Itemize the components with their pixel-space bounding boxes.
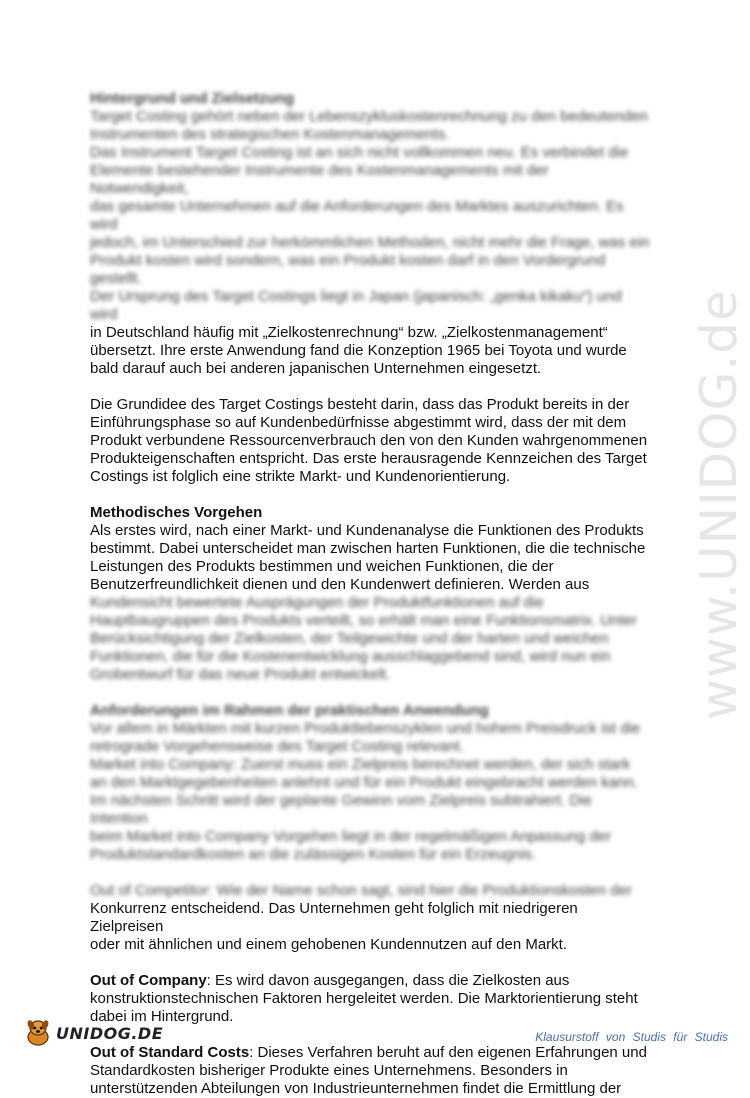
text-line: Als erstes wird, nach einer Markt- und Kundenanalyse die Funktionen des Produkts — [90, 522, 644, 539]
text-line: Target Costing gehört neben der Lebenszykluskostenrechnung zu den bedeutenden — [90, 108, 648, 125]
text-line: Kundensicht bewertete Ausprägungen der Produktfunktionen auf die — [90, 594, 544, 611]
text-line — [90, 1044, 650, 1062]
blurred-middle-section — [90, 594, 650, 900]
text-line: beim Market into Company Vorgehen liegt in der regelmäßigen Anpassung der — [90, 828, 612, 845]
paragraph-out-of-company — [90, 972, 650, 1026]
text-line: Der Ursprung des Target Costings liegt in Japan (japanisch: „genka kikaku“) und wird — [90, 288, 622, 323]
text-line: Hauptbaugruppen des Produkts verteilt, so erhält man eine Funktionsmatrix. Unter — [90, 612, 637, 629]
text-line: Konkurrenz entscheidend. Das Unternehmen geht folglich mit niedrigeren Zielpreisen — [90, 900, 578, 935]
unidog-logo — [22, 1015, 162, 1051]
text-line: Produkt verbundene Ressourcenverbrauch den von den Kunden wahrgenommenen — [90, 432, 648, 449]
text-line: Elemente bestehender Instrumente des Kostenmanagements mit der Notwendigkeit, — [90, 162, 549, 197]
paragraph-origin — [90, 324, 650, 378]
text-line — [90, 684, 650, 702]
text-line: gestellt. — [90, 270, 142, 287]
text-line: Produkt kosten wird sondern, was ein Produkt kosten darf in den Vordergrund — [90, 252, 606, 269]
text-line: Costings ist folglich eine strikte Markt- und Kundenorientierung. — [90, 468, 511, 485]
text-line: Out of Competitor: Wie der Name schon sagt, sind hier die Produktionskosten der — [90, 882, 632, 899]
text-line: Einführungsphase so auf Kundenbedürfnisse abgestimmt wird, dass der mit dem — [90, 414, 627, 431]
text-line: Market into Company: Zuerst muss ein Zielpreis berechnet werden, der sich stark — [90, 756, 631, 773]
watermark-text: www.UNIDOG.de — [690, 289, 748, 720]
section-heading-background: Hintergrund und Zielsetzung — [90, 90, 295, 107]
paragraph-basic-idea — [90, 396, 650, 486]
text-fragment: : Es wird davon ausgegangen, dass die Zielkosten aus — [206, 972, 570, 989]
text-line: Im nächsten Schritt wird der geplante Gewinn vom Zielpreis subtrahiert. Die Intention — [90, 792, 592, 827]
text-line: das gesamte Unternehmen auf die Anforderungen des Marktes auszurichten. Es wird — [90, 198, 624, 233]
dog-icon — [22, 1017, 54, 1049]
section-heading-methodology: Methodisches Vorgehen — [90, 504, 263, 521]
text-line: Leistungen des Produkts bestimmen und weichen Funktionen, die der — [90, 558, 554, 575]
text-line: retrograde Vorgehensweise des Target Costing relevant. — [90, 738, 465, 755]
text-line: Funktionen, die für die Kostenentwicklung ausschlaggebend sind, wird nun ein — [90, 648, 611, 665]
paragraph-out-of-standard-costs — [90, 1044, 650, 1098]
text-line: in Deutschland häufig mit „Zielkostenrechnung“ bzw. „Zielkostenmanagement“ — [90, 324, 608, 341]
blurred-intro-section — [90, 90, 650, 324]
text-fragment: : Dieses Verfahren beruht auf den eigenen Erfahrungen und — [249, 1044, 647, 1061]
text-line: bestimmt. Dabei unterscheidet man zwischen harten Funktionen, die die technische — [90, 540, 646, 557]
text-line: bald darauf auch bei anderen japanischen Unternehmen eingesetzt. — [90, 360, 542, 377]
document-body — [90, 90, 650, 1098]
text-line: Produkteigenschaften entspricht. Das erste herausragende Kennzeichen des Target — [90, 450, 647, 467]
logo-text: UNIDOG.DE — [56, 1023, 164, 1043]
text-line: übersetzt. Ihre erste Anwendung fand die Konzeption 1965 bei Toyota und wurde — [90, 342, 627, 359]
term-out-of-company: Out of Company — [90, 972, 207, 989]
text-line: an den Marktgegebenheiten anlehnt und für ein Produkt eingebracht werden kann. — [90, 774, 638, 791]
text-line: Instrumenten des strategischen Kostenmanagements. — [90, 126, 450, 143]
text-line: Vor allem in Märkten mit kurzen Produktlebenszyklen und hohem Preisdruck ist die — [90, 720, 641, 737]
footer-tagline: Klausurstoff von Studis für Studis — [535, 1030, 728, 1044]
text-line: Die Grundidee des Target Costings besteht darin, dass das Produkt bereits in der — [90, 396, 630, 413]
watermark — [690, 260, 750, 720]
text-line: jedoch, im Unterschied zur herkömmlichen Methoden, nicht mehr die Frage, was ein — [90, 234, 650, 251]
text-line: Standardkosten bisheriger Produkte eines Unternehmens. Besonders in — [90, 1062, 568, 1079]
text-line: Berücksichtigung der Zielkosten, der Teilgewichte und der harten und weichen — [90, 630, 609, 647]
text-line: Benutzerfreundlichkeit dienen und den Kundenwert definieren. Werden aus — [90, 576, 590, 593]
text-line: Grobentwurf für das neue Produkt entwickelt. — [90, 666, 391, 683]
text-line: Das Instrument Target Costing ist an sich nicht vollkommen neu. Es verbindet die — [90, 144, 629, 161]
section-heading-requirements: Anforderungen im Rahmen der praktischen Anwendung — [90, 702, 489, 719]
text-line: unterstützenden Abteilungen von Industrieunternehmen findet die Ermittlung der — [90, 1080, 622, 1097]
term-out-of-standard-costs: Out of Standard Costs — [90, 1044, 250, 1061]
text-line — [90, 864, 650, 882]
text-line: dabei im Hintergrund. — [90, 1008, 234, 1025]
paragraph-competitor — [90, 900, 650, 954]
section-methodology — [90, 504, 650, 594]
text-line: oder mit ähnlichen und einem gehobenen Kundennutzen auf den Markt. — [90, 936, 568, 953]
text-line — [90, 972, 650, 990]
text-line: konstruktionstechnischen Faktoren hergeleitet werden. Die Marktorientierung steht — [90, 990, 638, 1007]
text-line: Produktstandardkosten an die zulässigen Kosten für ein Erzeugnis. — [90, 846, 537, 863]
